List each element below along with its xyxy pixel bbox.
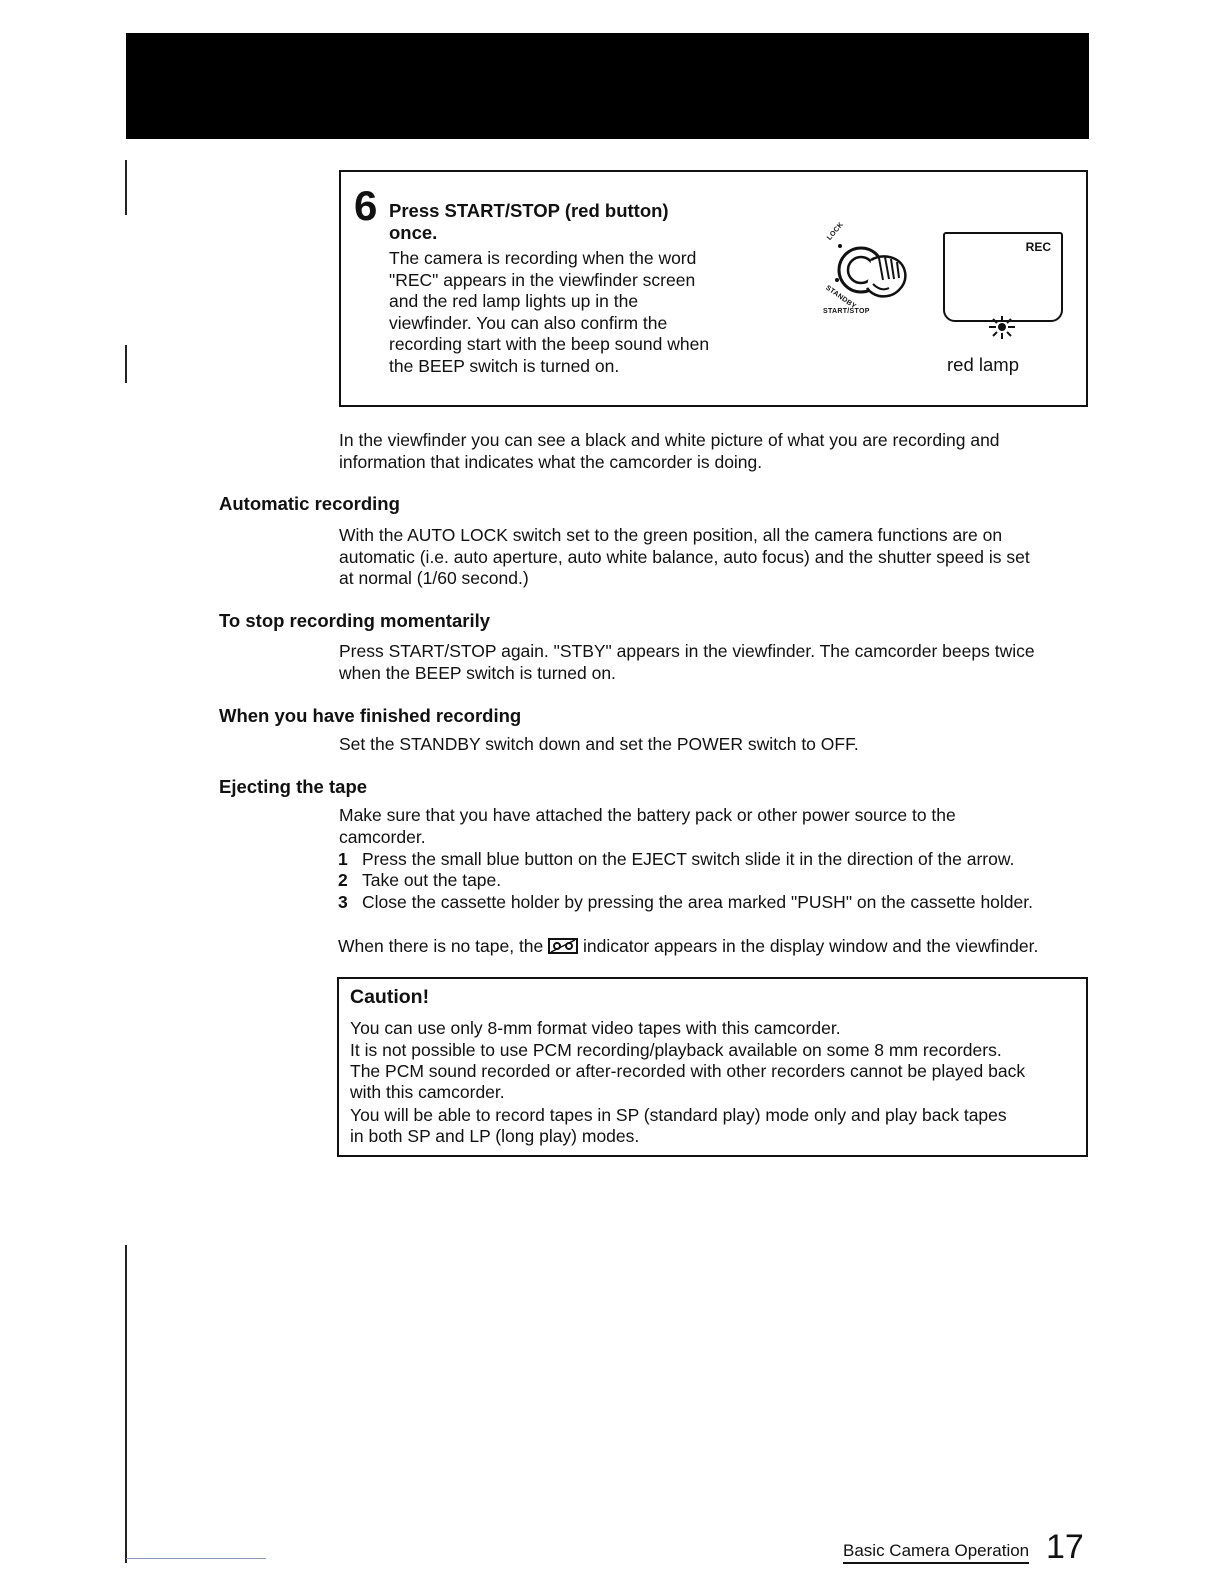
eject-step-number: 1 [338, 849, 348, 869]
dial-label-lock: LOCK [826, 221, 845, 242]
caution-line: It is not possible to use PCM recording/playback available on some 8 mm recorders. [350, 1040, 1002, 1060]
heading-finished-recording: When you have finished recording [219, 705, 522, 726]
margin-mark [125, 1245, 127, 1563]
eject-step [338, 870, 501, 892]
step-title-line: Press START/STOP (red button) [389, 200, 669, 221]
stop-line: Press START/STOP again. "STBY" appears in the viewfinder. The camcorder beeps twice [339, 641, 1035, 661]
stop-paragraph [339, 641, 1035, 684]
eject-step-number: 3 [338, 892, 348, 912]
no-tape-indicator-icon [548, 938, 578, 954]
eject-step-number: 2 [338, 870, 348, 890]
heading-ejecting-tape: Ejecting the tape [219, 776, 368, 797]
intro-line: In the viewfinder you can see a black and white picture of what you are recording and [339, 430, 1000, 450]
step-title [389, 200, 749, 244]
automatic-line: With the AUTO LOCK switch set to the green position, all the camera functions are on [339, 525, 1003, 545]
eject-step-text: Press the small blue button on the EJECT switch slide it in the direction of the arrow. [362, 849, 1015, 869]
margin-mark [125, 160, 127, 215]
automatic-line: at normal (1/60 second.) [339, 568, 529, 589]
eject-step [338, 849, 1014, 871]
start-stop-dial-illustration [813, 222, 923, 322]
eject-paragraph [339, 805, 956, 848]
finished-paragraph [339, 734, 859, 756]
intro-line: information that indicates what the camcorder is doing. [339, 451, 763, 472]
heading-stop-recording: To stop recording momentarily [219, 610, 491, 631]
stop-line: when the BEEP switch is turned on. [339, 662, 616, 683]
step-body-line: "REC" appears in the viewfinder screen [389, 269, 696, 290]
step-body-line: the BEEP switch is turned on. [389, 355, 620, 376]
intro-paragraph [339, 430, 1000, 473]
step-body [389, 248, 769, 378]
step-box [339, 170, 1088, 407]
step-body-line: recording start with the beep sound when [389, 334, 710, 355]
caution-line: in both SP and LP (long play) modes. [350, 1126, 640, 1146]
no-tape-note [338, 936, 1038, 958]
step-body-line: viewfinder. You can also confirm the [389, 312, 668, 333]
automatic-line: automatic (i.e. auto aperture, auto white balance, auto focus) and the shutter speed is set [339, 546, 1030, 567]
eject-line: Make sure that you have attached the battery pack or other power source to the [339, 805, 956, 825]
finished-line: Set the STANDBY switch down and set the POWER switch to OFF. [339, 734, 859, 754]
automatic-paragraph [339, 525, 1030, 590]
eject-line: camcorder. [339, 826, 426, 847]
rec-indicator: REC [1025, 240, 1051, 254]
eject-step-text: Close the cassette holder by pressing the area marked "PUSH" on the cassette holder. [362, 892, 1033, 912]
step-title-line: once. [389, 222, 438, 243]
caution-line: You can use only 8-mm format video tapes with this camcorder. [350, 1018, 841, 1038]
caution-box [337, 977, 1088, 1157]
viewfinder-illustration [943, 232, 1065, 332]
footer-section-label: Basic Camera Operation [843, 1541, 1029, 1564]
no-tape-note-after: indicator appears in the display window and the viewfinder. [583, 936, 1039, 956]
dial-label-standby: STANDBY [824, 284, 858, 311]
bottom-rule [126, 1558, 266, 1559]
red-lamp-caption: red lamp [947, 354, 1019, 375]
viewfinder-screen [943, 232, 1063, 322]
dial-label-start-stop: START/STOP [823, 308, 870, 315]
margin-mark [125, 345, 127, 383]
eject-step [338, 892, 1033, 914]
step-body-line: The camera is recording when the word [389, 248, 697, 268]
red-lamp-icon [987, 316, 1017, 340]
caution-line: You will be able to record tapes in SP (standard play) mode only and play back tapes [350, 1105, 1007, 1125]
header-bar [126, 33, 1089, 139]
heading-automatic-recording: Automatic recording [219, 493, 400, 514]
eject-step-text: Take out the tape. [362, 870, 502, 890]
caution-line: with this camcorder. [350, 1082, 505, 1102]
step-body-line: and the red lamp lights up in the [389, 291, 639, 312]
page-number: 17 [1046, 1528, 1084, 1566]
caution-line: The PCM sound recorded or after-recorded with other recorders cannot be played back [350, 1061, 1026, 1081]
no-tape-note-before: When there is no tape, the [338, 936, 544, 956]
caution-title: Caution! [350, 986, 430, 1008]
step-number: 6 [354, 182, 378, 229]
